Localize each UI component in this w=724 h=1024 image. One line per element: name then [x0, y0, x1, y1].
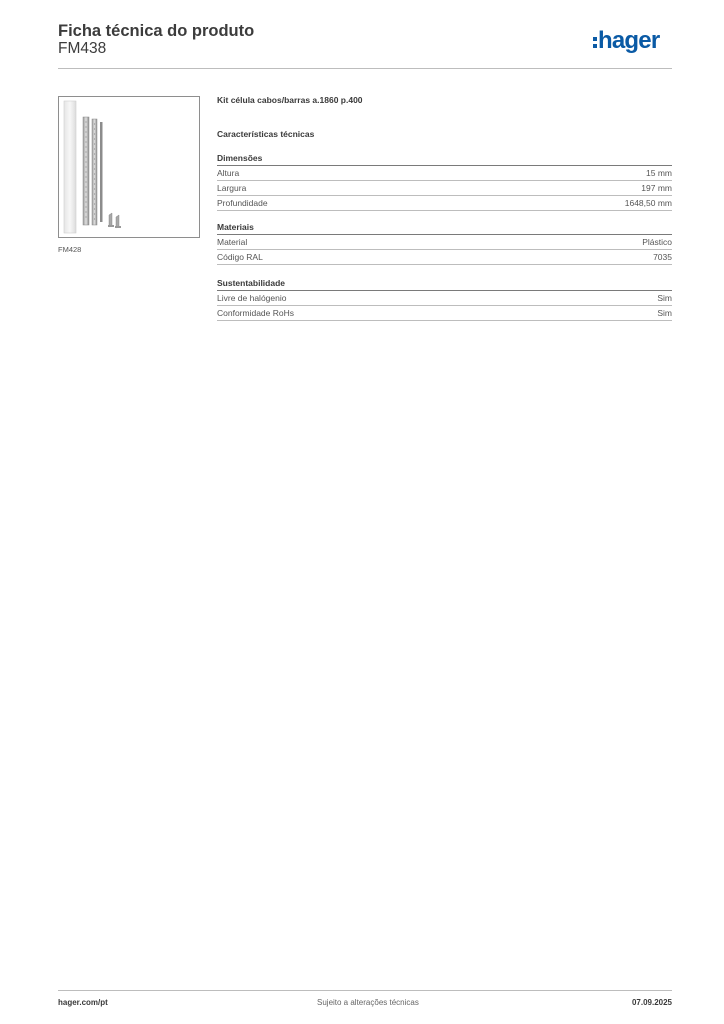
spec-value: Sim — [657, 293, 672, 303]
group-dimensoes — [217, 153, 672, 211]
footer-date: 07.09.2025 — [631, 998, 672, 1007]
spec-row — [217, 235, 672, 250]
header-divider — [58, 68, 672, 69]
logo-text: hager — [598, 27, 660, 54]
spec-row — [217, 306, 672, 321]
hager-logo — [593, 27, 659, 55]
footer-divider — [58, 990, 672, 991]
spec-label: Conformidade RoHs — [217, 308, 295, 318]
spec-value: 7035 — [653, 252, 672, 262]
group-sustentabilidade — [217, 278, 672, 321]
spec-row — [217, 181, 672, 196]
characteristics-title: Características técnicas — [217, 129, 315, 139]
spec-row — [217, 196, 672, 211]
spec-value: Sim — [657, 308, 672, 318]
spec-label: Livre de halógenio — [217, 293, 287, 303]
group-title: Sustentabilidade — [217, 278, 672, 291]
spec-row — [217, 250, 672, 265]
image-caption: FM428 — [58, 245, 82, 254]
spec-value: 197 mm — [641, 183, 672, 193]
spec-label: Largura — [217, 183, 247, 193]
product-image — [58, 96, 200, 238]
spec-content — [217, 95, 672, 321]
spec-label: Altura — [217, 168, 240, 178]
spec-value: Plástico — [642, 237, 672, 247]
product-name: Kit célula cabos/barras a.1860 p.400 — [217, 95, 363, 105]
spec-label: Profundidade — [217, 198, 268, 208]
spec-label: Código RAL — [217, 252, 263, 262]
group-title: Materiais — [217, 222, 672, 235]
spec-value: 15 mm — [646, 168, 672, 178]
page-title: Ficha técnica do produto — [58, 22, 255, 40]
spec-row — [217, 291, 672, 306]
logo-dots-icon — [593, 37, 597, 48]
spec-value: 1648,50 mm — [624, 198, 672, 208]
spec-label: Material — [217, 237, 248, 247]
product-illustration-icon — [59, 97, 199, 237]
product-code: FM438 — [58, 40, 107, 57]
footer-website[interactable]: hager.com/pt — [58, 998, 108, 1007]
footer-notice: Sujeito a alterações técnicas — [317, 998, 419, 1007]
group-materiais — [217, 222, 672, 265]
spec-row — [217, 166, 672, 181]
group-title: Dimensões — [217, 153, 672, 166]
